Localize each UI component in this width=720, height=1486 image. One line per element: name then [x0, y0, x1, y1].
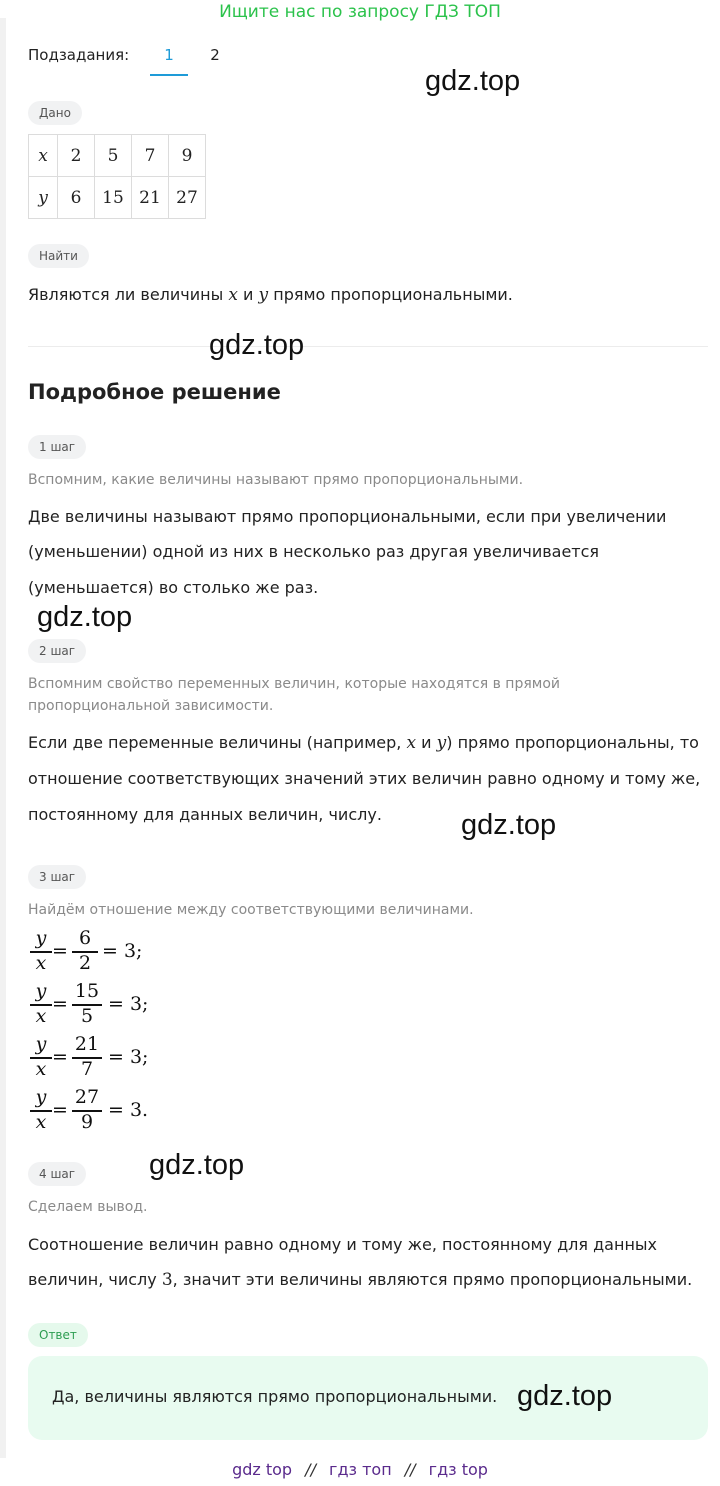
- given-table: [28, 134, 206, 219]
- footer-link-gdz-top-ru[interactable]: гдз топ: [329, 1460, 392, 1479]
- footer-link-gdz-top[interactable]: gdz top: [232, 1460, 293, 1479]
- step-3-hint: Найдём отношение между соответствующими величинами.: [28, 902, 474, 918]
- var-y: y: [436, 733, 447, 753]
- footer-separator: //: [404, 1460, 416, 1479]
- watermark: gdz.top: [209, 329, 305, 361]
- answer-badge: Ответ: [28, 1323, 88, 1347]
- table-cell: 9: [169, 135, 206, 177]
- table-cell: 21: [132, 177, 169, 219]
- step-2-badge: 2 шаг: [28, 639, 86, 663]
- fraction-denominator: 7: [80, 1058, 94, 1080]
- step-2-line-1-before: Если две переменные величины (например,: [28, 733, 402, 752]
- fraction-numerator: 21: [74, 1033, 100, 1055]
- table-cell-var-y: y: [29, 177, 58, 219]
- fraction-numerator: 6: [78, 927, 92, 949]
- step-1-line-3: (уменьшается) во столько же раз.: [28, 578, 319, 597]
- step-4-badge: 4 шаг: [28, 1162, 86, 1186]
- step-2-hint-1: Вспомним свойство переменных величин, которые находятся в прямой: [28, 676, 560, 692]
- subtasks-label: Подзадания:: [28, 46, 130, 64]
- table-cell: 7: [132, 135, 169, 177]
- find-text: [28, 277, 714, 313]
- watermark: gdz.top: [461, 809, 557, 841]
- step-2-hint-2: пропорциональной зависимости.: [28, 698, 274, 714]
- fraction-numerator: 15: [74, 980, 100, 1002]
- table-row: [29, 135, 206, 177]
- fraction-numerator: 27: [74, 1086, 100, 1108]
- footer-separator: //: [305, 1460, 316, 1479]
- table-cell: 5: [95, 135, 132, 177]
- equation-result: = 3;: [108, 993, 149, 1015]
- footer-link-gdz-top-mixed[interactable]: гдз top: [428, 1460, 488, 1479]
- table-row: [29, 177, 206, 219]
- step-1-hint: Вспомним, какие величины называют прямо пропорциональными.: [28, 472, 524, 488]
- watermark: gdz.top: [425, 65, 521, 97]
- var-x: x: [228, 285, 238, 305]
- equation-result: = 3;: [108, 1046, 149, 1068]
- table-cell: 2: [58, 135, 95, 177]
- step-2-line-3: постоянному для данных величин, числу.: [28, 805, 382, 824]
- equals-sign: =: [52, 1099, 68, 1121]
- table-cell: 27: [169, 177, 206, 219]
- solution-title: Подробное решение: [28, 380, 281, 404]
- tab-subtask-1[interactable]: 1: [164, 46, 174, 64]
- active-tab-indicator: [150, 74, 188, 76]
- step-2-line-1-after: ) прямо пропорциональны, то: [446, 733, 699, 752]
- equals-sign: =: [52, 1046, 68, 1068]
- step-1-line-2: (уменьшении) одной из них в несколько раз другая увеличивается: [28, 542, 600, 561]
- equals-sign: =: [52, 993, 68, 1015]
- var-y: y: [258, 285, 269, 305]
- table-cell-var-x: x: [29, 135, 58, 177]
- step-3-badge: 3 шаг: [28, 865, 86, 889]
- step-1-badge: 1 шаг: [28, 435, 86, 459]
- step-2-line-2: отношение соответствующих значений этих величин равно одному и тому же,: [28, 769, 701, 788]
- equals-sign: =: [52, 940, 68, 962]
- footer-links: [0, 1460, 720, 1479]
- equation-result: = 3.: [108, 1099, 149, 1121]
- watermark: gdz.top: [149, 1149, 245, 1181]
- fraction-numerator: y: [35, 927, 47, 949]
- step-4-number: 3: [161, 1270, 173, 1290]
- table-cell: 6: [58, 177, 95, 219]
- answer-text: Да, величины являются прямо пропорциональными.: [52, 1387, 498, 1406]
- find-text-after: прямо пропорциональными.: [273, 285, 513, 304]
- fraction-denominator: 2: [78, 952, 92, 974]
- find-text-before: Являются ли величины: [28, 285, 224, 304]
- fraction-denominator: x: [35, 1058, 47, 1080]
- step-4-hint: Сделаем вывод.: [28, 1199, 148, 1215]
- find-conj: и: [243, 285, 254, 304]
- step-4-line-2-before: величин, числу: [28, 1270, 157, 1289]
- equation-result: = 3;: [102, 940, 143, 962]
- step-2-line-1: [28, 725, 714, 761]
- step-2-conj: и: [421, 733, 432, 752]
- section-divider: [28, 346, 708, 347]
- step-4-line-2: [28, 1262, 714, 1298]
- fraction-numerator: y: [35, 1086, 47, 1108]
- left-rule: [0, 18, 6, 1458]
- table-cell: 15: [95, 177, 132, 219]
- fraction-denominator: 5: [80, 1005, 94, 1027]
- fraction-numerator: y: [35, 980, 47, 1002]
- find-badge: Найти: [28, 244, 89, 268]
- step-4-line-1: Соотношение величин равно одному и тому же, постоянному для данных: [28, 1235, 657, 1254]
- var-x: x: [406, 733, 417, 753]
- fraction-denominator: 9: [80, 1111, 94, 1133]
- watermark: gdz.top: [37, 601, 133, 633]
- given-badge: Дано: [28, 101, 82, 125]
- fraction-denominator: x: [35, 1005, 47, 1027]
- fraction-numerator: y: [35, 1033, 47, 1055]
- fraction-denominator: x: [35, 1111, 47, 1133]
- fraction-denominator: x: [35, 952, 47, 974]
- step-1-line-1: Две величины называют прямо пропорциональными, если при увеличении: [28, 507, 667, 526]
- step-4-line-2-after: , значит эти величины являются прямо пропорциональными.: [172, 1270, 693, 1289]
- search-banner[interactable]: Ищите нас по запросу ГДЗ ТОП: [219, 2, 501, 22]
- watermark: gdz.top: [517, 1380, 613, 1412]
- tab-subtask-2[interactable]: 2: [210, 46, 220, 64]
